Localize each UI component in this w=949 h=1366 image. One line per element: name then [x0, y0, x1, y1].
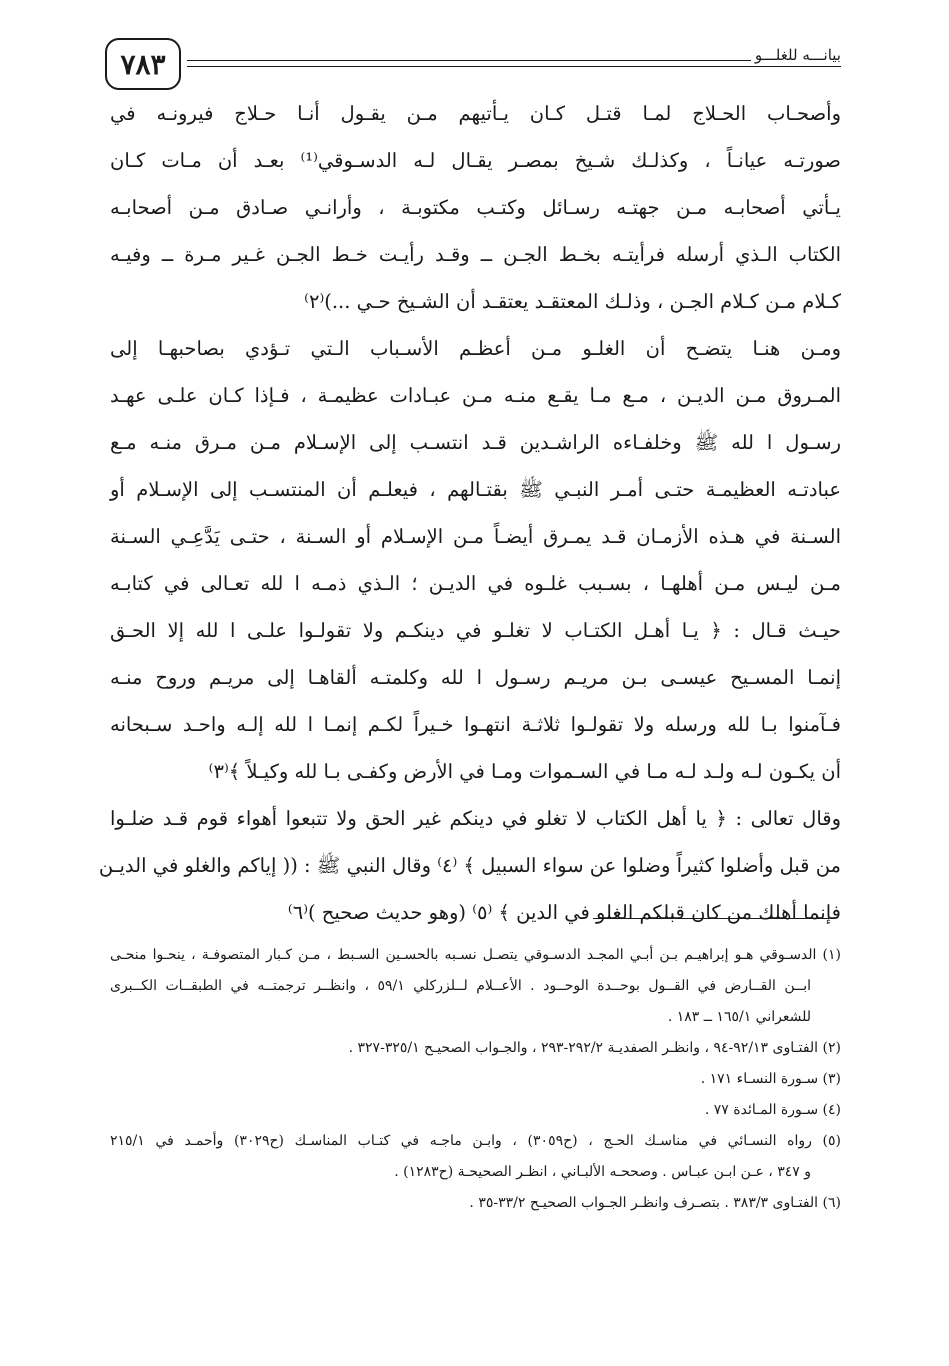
text-line: المـروق مـن الديـن ، مـع مـا يقـع منـه مـن عبـادات عظيمـة ، فـإذا كـان علـى عهـد: [110, 384, 841, 407]
page-number: ٧٨٣: [120, 47, 166, 81]
text-line: السـنة في هـذه الأزمـان قـد يمـرق أيضـاً مـن الإسـلام أو السـنة ، حتـى يَدَّعِـي السـنة: [110, 525, 841, 548]
footnote-line: (١) الدسـوقي هـو إبراهيـم بـن أبـي المجـد الدسـوقي يتصـل نسـبه بالحسـين السـبط ، مـن كـبار المتصوفـة ، ينحـوا منحـى: [110, 947, 841, 963]
text-line: مـن ليـس مـن أهلهـا ، بسـبب غلـوه في الديـن ؛ الـذي ذمـه ا لله تعـالى في كتابـه: [110, 572, 841, 595]
text-line: ومـن هنـا يتضـح أن الغلـو مـن أعظـم الأسـباب الـتي تـؤدي بصاحبهـا إلى: [110, 337, 841, 360]
text-line: وقال تعالى : ﴿ يا أهل الكتاب لا تغلو في دينكم غير الحق ولا تتبعوا أهواء قوم قـد ضلـوا: [110, 807, 841, 830]
footnote-line: ابــن القــارض في القــول بوحــدة الوحــود . الأعــلام لــلزركلي ٥٩/١ ، وانظــر ترجمتــه في الطبقــات الكــبرى: [110, 978, 812, 994]
main-text: [98, 90, 841, 936]
footnote-line: (٢) الفتـاوى ٩٢/١٣-٩٤ ، وانظـر الصفديـة ٢٩٢/٢-٢٩٣ ، والجـواب الصحيـح ٣٢٥/١-٣٢٧ .: [348, 1040, 841, 1056]
text-line: أن يكـون لـه ولـد لـه مـا في السـموات ومـا في الأرض وكفـى بـا لله وكيـلاً ﴾⁽٣⁾: [208, 760, 841, 783]
text-line: فـآمنوا بـا لله ورسله ولا تقولـوا ثلاثـة انتهـوا خـيراً لكـم إنمـا ا لله إلـه واحـد سـبحانه: [110, 713, 841, 736]
footnote-line: للشعراني ١٦٥/١ ــ ١٨٣ .: [667, 1009, 811, 1025]
text-line: رسـول ا لله ﷺ وخلفـاءه الراشـدين قـد انتسـب إلى الإسـلام مـن مـرق منـه مـع: [110, 431, 841, 454]
footnote-line: (٥) رواه النسـائي في مناسـك الحـج ، (ح٣٠٥٩) ، وابـن ماجـه في كتـاب المناسـك (ح٣٠٢٩) وأحمـد في ٢١٥/١: [110, 1133, 841, 1149]
text-line: من قبل وأضلوا كثيراً وضلوا عن سواء السبيل ﴾ ⁽٤⁾ وقال النبي ﷺ : (( إياكم والغلو في الديـن: [98, 854, 841, 877]
footnotes: [110, 940, 841, 1219]
text-line: إنمـا المسـيح عيسـى بـن مريـم رسـول ا لله وكلمتـه ألقاهـا إلى مريـم وروح منـه: [110, 666, 841, 689]
running-header: [105, 38, 841, 94]
text-line: عبادتـه العظيمـة حتـى أمـر النبـي ﷺ بقتـالهم ، فيعلـم أن المنتسـب إلى الإسـلام أو: [110, 478, 841, 501]
header-rule-lower: [187, 66, 841, 67]
page-number-box: [105, 38, 181, 90]
footnote-line: (٦) الفتـاوى ٣٨٣/٣ . بتصـرف وانظـر الجـواب الصحيـح ٣٣/٢-٣٥ .: [469, 1195, 841, 1211]
header-rule-upper: [187, 60, 755, 61]
text-line: وأصحـاب الحـلاج لمـا قتـل كـان يـأتيهم مـن يقـول أنـا حـلاج فيرونـه في: [110, 102, 841, 125]
footnote-line: و ٣٤٧ ، عـن ابـن عبـاس . وصححـه الألبـاني ، انظـر الصحيحـة (ح١٢٨٣) .: [394, 1164, 811, 1180]
footnote-line: (٤) سـورة المـائدة ٧٧ .: [704, 1102, 841, 1118]
footnote-separator: [593, 918, 829, 919]
text-line: يـأتي أصحابـه مـن جهتـه رسـائل وكتـب مكتوبـة ، وأرانـي صـادق مـن أصحابـه: [110, 196, 841, 219]
text-line: صورتـه عيانـاً ، وكذلـك شـيخ بمصـر يقـال لـه الدسـوقي⁽¹⁾ بعـد أن مـات كـان: [110, 149, 841, 172]
text-line: الكتاب الـذي أرسله فرأيتـه بخـط الجـن ــ وقـد رأيـت خـط الجـن غـير مـرة ــ وفيـه: [110, 243, 841, 266]
running-title: بيانـــه للغلـــو: [751, 46, 841, 64]
text-line: فإنما أهلك من كان قبلكم الغلو في الدين ﴾ ⁽٥⁾ (وهو حديث صحيح )⁽٦⁾: [287, 901, 841, 924]
text-line: كـلام مـن كـلام الجـن ، وذلـك المعتقـد يعتقـد أن الشـيخ حـي ...)⁽٢⁾: [304, 290, 841, 313]
text-line: حيـث قـال : ﴿ يـا أهـل الكتـاب لا تغلـو في دينكـم ولا تقولـوا علـى ا لله إلا الحـق: [110, 619, 841, 642]
footnote-line: (٣) سـورة النسـاء ١٧١ .: [700, 1071, 841, 1087]
